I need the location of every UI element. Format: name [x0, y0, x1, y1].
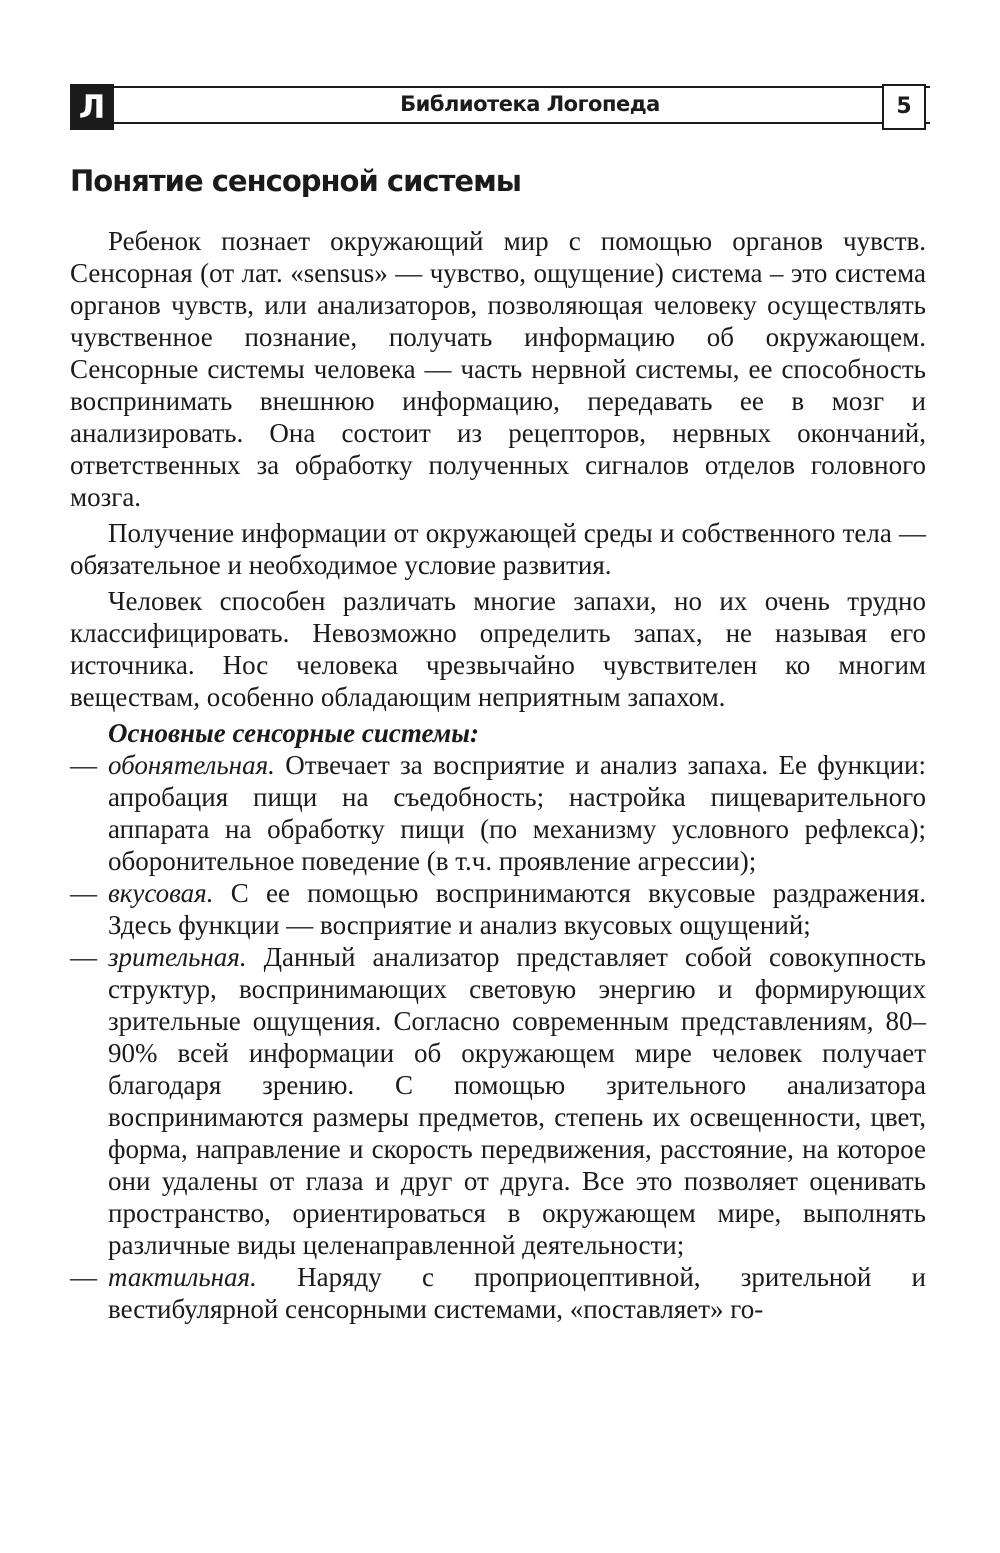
running-header	[70, 84, 926, 130]
item-text: С ее помощью воспринимаются вкусовые раздражения. Здесь функции — восприятие и анализ вкусовых ощущений;	[108, 878, 926, 940]
item-text: Отвечает за восприятие и анализ запаха. Ее функции: апробация пищи на съедобность; настройка пищеварительного аппарата на обработку пищи (по механизму условного рефлекса); оборонительное поведение (в т.ч. проявление агрессии);	[108, 750, 926, 876]
dash-marker: —	[70, 1262, 97, 1292]
library-logo: Л	[70, 84, 114, 130]
list-item-tactile	[70, 1261, 926, 1325]
sensory-systems-list	[70, 749, 926, 1325]
term-olfactory: обонятельная.	[108, 750, 275, 780]
list-item-gustatory	[70, 877, 926, 941]
header-rule-bottom	[114, 122, 930, 124]
paragraph-development: Получение информации от окружающей среды и собственного тела — обязательное и необходимое условие развития.	[70, 518, 926, 580]
item-text: Наряду с проприоцептивной, зрительной и вестибулярной сенсорными системами, «поставляет» го-	[108, 1262, 926, 1324]
term-visual: зрительная.	[108, 942, 247, 972]
dash-marker: —	[70, 878, 97, 908]
item-text: Данный анализатор представляет собой совокупность структур, воспринимающих световую энергию и формирующих зрительные ощущения. Согласно современным представлениям, 80–90% всей информации об окружающем мире человек получает благодаря зрению. С помощью зрительного анализатора воспринимаются размеры предметов, степень их освещенности, цвет, форма, направление и скорость передвижения, расстояние, на которое они удалены от глаза и друг от друга. Все это позволяет оценивать пространство, ориентироваться в окружающем мире, выполнять различные виды целенаправленной деятельности;	[108, 942, 926, 1260]
paragraph-intro: Ребенок познает окружающий мир с помощью органов чувств. Сенсорная (от лат. «sensus» — чувство, ощущение) система – это система органов чувств, или анализаторов, позволяющая человеку осуществлять чувственное познание, получать информацию об окружающем. Сенсорные системы человека — часть нервной системы, ее способность воспринимать внешнюю информацию, передавать ее в мозг и анализировать. Она состоит из рецепторов, нервных окончаний, ответственных за обработку полученных сигналов отделов головного мозга.	[70, 226, 926, 512]
list-item-visual	[70, 941, 926, 1261]
section-title: Понятие сенсорной системы	[70, 164, 521, 198]
body-text	[70, 225, 926, 1325]
page-number: 5	[882, 84, 926, 130]
header-title: Библиотека Логопеда	[400, 92, 660, 116]
paragraph-smell: Человек способен различать многие запахи, но их очень трудно классифицировать. Невозможно определить запах, не называя его источника. Нос человека чрезвычайно чувствителен ко многим веществам, особенно обладающим неприятным запахом.	[70, 586, 926, 712]
subheading-sensory-systems: Основные сенсорные системы:	[108, 718, 480, 748]
term-tactile: тактильная.	[108, 1262, 257, 1292]
dash-marker: —	[70, 750, 97, 780]
term-gustatory: вкусовая.	[108, 878, 214, 908]
list-item-olfactory	[70, 749, 926, 877]
dash-marker: —	[70, 942, 97, 972]
header-rule-top	[114, 86, 930, 88]
